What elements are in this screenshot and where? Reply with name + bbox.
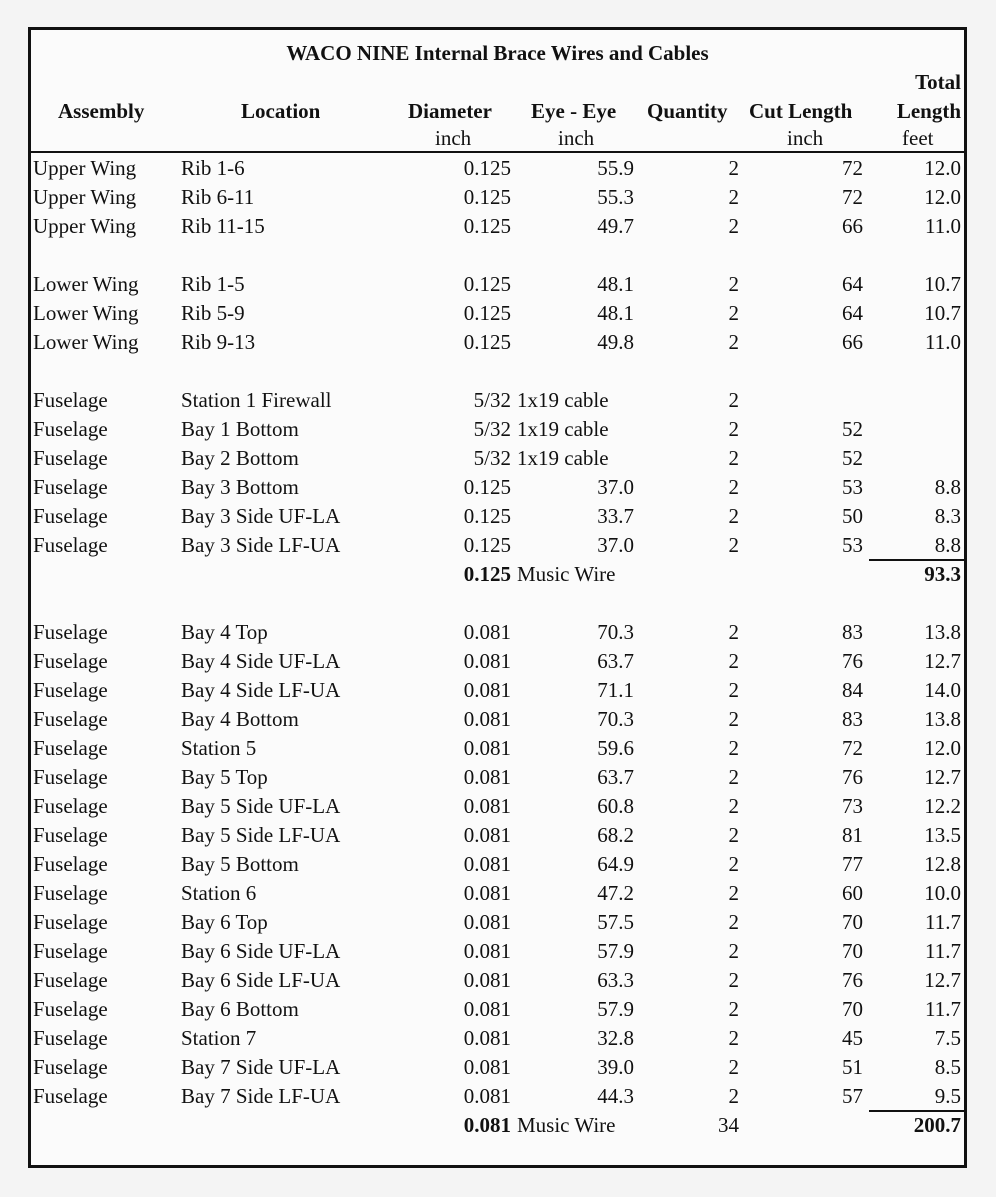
cell-location: Bay 3 Bottom [181, 475, 299, 499]
cell-total-length: 12.8 [924, 852, 961, 876]
cell-eye-eye: 44.3 [597, 1084, 634, 1108]
cell-eye-eye: 33.7 [597, 504, 634, 528]
cell-diameter: 0.125 [463, 185, 511, 209]
cell-eye-eye: 55.9 [597, 156, 634, 180]
cell-quantity: 2 [728, 533, 739, 557]
cell-cut-length: 60 [842, 881, 863, 905]
cell-assembly: Fuselage [33, 1026, 108, 1050]
cell-total-length: 13.5 [924, 823, 961, 847]
cell-quantity: 2 [728, 417, 739, 441]
cell-quantity: 2 [728, 968, 739, 992]
cell-cut-length: 73 [842, 794, 863, 818]
cell-assembly: Fuselage [33, 823, 108, 847]
cell-total-length: 11.0 [925, 330, 961, 354]
cell-assembly: Fuselage [33, 881, 108, 905]
cell-total-length: 12.7 [924, 649, 961, 673]
cell-cut-length: 52 [842, 417, 863, 441]
cell-diameter: 0.081 [463, 910, 511, 934]
header-location: Location [241, 99, 321, 123]
cell-total-length: 11.7 [925, 939, 961, 963]
cell-eye-eye: 1x19 cable [517, 417, 609, 441]
cell-eye-eye: 71.1 [597, 678, 634, 702]
header-rule [31, 151, 964, 153]
cell-cut-length: 53 [842, 533, 863, 557]
cell-diameter: 0.081 [463, 1084, 511, 1108]
cell-quantity: 2 [728, 1026, 739, 1050]
cell-assembly: Fuselage [33, 504, 108, 528]
cell-location: Bay 6 Side UF-LA [181, 939, 341, 963]
cell-assembly: Lower Wing [33, 272, 139, 296]
cell-total-length [881, 444, 961, 473]
cell-quantity: 2 [728, 939, 739, 963]
cell-cut-length: 50 [842, 504, 863, 528]
cell-total-length: 11.0 [925, 214, 961, 238]
cell-diameter: 0.081 [463, 968, 511, 992]
cell-quantity: 2 [728, 736, 739, 760]
cell-diameter: 0.081 [463, 765, 511, 789]
cell-assembly: Fuselage [33, 707, 108, 731]
cell-location: Bay 3 Side LF-UA [181, 533, 341, 557]
cell-eye-eye: 49.7 [597, 214, 634, 238]
cell-quantity: 2 [728, 852, 739, 876]
cell-total-length: 10.7 [924, 272, 961, 296]
cell-cut-length: 51 [842, 1055, 863, 1079]
cell-location: Bay 4 Bottom [181, 707, 299, 731]
cell-diameter: 0.081 [463, 852, 511, 876]
cell-eye-eye: 37.0 [597, 533, 634, 557]
subtotal-total-length: 200.7 [913, 1113, 961, 1137]
cell-diameter: 0.081 [463, 1055, 511, 1079]
cell-cut-length: 45 [842, 1026, 863, 1050]
cell-cut-length: 53 [842, 475, 863, 499]
cell-quantity: 2 [728, 620, 739, 644]
cell-location: Bay 5 Top [181, 765, 268, 789]
cell-eye-eye: 48.1 [597, 272, 634, 296]
cell-total-length: 7.5 [934, 1026, 961, 1050]
cell-total-length: 10.7 [924, 301, 961, 325]
cell-location: Bay 7 Side UF-LA [181, 1055, 341, 1079]
cell-assembly: Fuselage [33, 533, 108, 557]
cell-location: Rib 9-13 [181, 330, 256, 354]
cell-eye-eye: 55.3 [597, 185, 634, 209]
subtotal-diameter: 0.125 [463, 562, 511, 586]
cell-assembly: Fuselage [33, 417, 108, 441]
cell-diameter: 5/32 [473, 446, 511, 470]
unit-cut-length: inch [787, 126, 824, 150]
cell-location: Bay 6 Side LF-UA [181, 968, 341, 992]
cell-quantity: 2 [728, 214, 739, 238]
cell-total-length: 12.7 [924, 765, 961, 789]
unit-eye-eye: inch [558, 126, 595, 150]
cell-assembly: Fuselage [33, 620, 108, 644]
header-quantity: Quantity [647, 99, 728, 123]
cell-location: Bay 5 Side LF-UA [181, 823, 341, 847]
header-total-length: Length [896, 99, 961, 123]
cell-total-length [881, 415, 961, 444]
cell-quantity: 2 [728, 330, 739, 354]
cell-eye-eye: 64.9 [597, 852, 634, 876]
cell-cut-length: 76 [842, 649, 863, 673]
cell-quantity: 2 [728, 678, 739, 702]
cell-diameter: 5/32 [473, 417, 511, 441]
unit-total-length: feet [902, 126, 934, 150]
cell-cut-length: 57 [842, 1084, 863, 1108]
cell-diameter: 0.081 [463, 823, 511, 847]
cell-diameter: 0.081 [463, 649, 511, 673]
cell-eye-eye: 70.3 [597, 707, 634, 731]
cell-assembly: Fuselage [33, 388, 108, 412]
subtotal-diameter: 0.081 [463, 1113, 511, 1137]
cell-quantity: 2 [728, 475, 739, 499]
cell-cut-length: 81 [842, 823, 863, 847]
cell-cut-length: 76 [842, 765, 863, 789]
cell-diameter: 0.081 [463, 1026, 511, 1050]
cell-assembly: Fuselage [33, 794, 108, 818]
cell-location: Bay 7 Side LF-UA [181, 1084, 341, 1108]
cell-cut-length: 83 [842, 620, 863, 644]
brace-wire-table [28, 27, 967, 1168]
cell-quantity: 2 [728, 156, 739, 180]
cell-diameter: 0.081 [463, 620, 511, 644]
cell-eye-eye: 48.1 [597, 301, 634, 325]
cell-cut-length: 70 [842, 997, 863, 1021]
cell-eye-eye: 32.8 [597, 1026, 634, 1050]
cell-location: Bay 5 Side UF-LA [181, 794, 341, 818]
cell-quantity: 2 [728, 446, 739, 470]
cell-eye-eye: 49.8 [597, 330, 634, 354]
cell-eye-eye: 63.7 [597, 649, 634, 673]
cell-diameter: 0.081 [463, 707, 511, 731]
cell-total-length: 8.3 [934, 504, 961, 528]
cell-assembly: Fuselage [33, 736, 108, 760]
header-diameter: Diameter [408, 99, 492, 123]
header-assembly: Assembly [58, 99, 145, 123]
header-cut-length: Cut Length [749, 99, 853, 123]
cell-total-length: 9.5 [934, 1084, 961, 1108]
subtotal-label: Music Wire [517, 1113, 616, 1137]
cell-quantity: 2 [728, 881, 739, 905]
cell-quantity: 2 [728, 649, 739, 673]
cell-total-length: 8.5 [934, 1055, 961, 1079]
cell-cut-length: 64 [842, 272, 863, 296]
cell-diameter: 0.125 [463, 330, 511, 354]
cell-assembly: Upper Wing [33, 185, 137, 209]
cell-quantity: 2 [728, 910, 739, 934]
cell-location: Station 1 Firewall [181, 388, 332, 412]
cell-diameter: 0.125 [463, 504, 511, 528]
cell-cut-length: 76 [842, 968, 863, 992]
cell-eye-eye: 70.3 [597, 620, 634, 644]
cell-cut-length: 72 [842, 156, 863, 180]
cell-location: Station 5 [181, 736, 257, 760]
header-total-top: Total [915, 70, 961, 94]
cell-quantity: 2 [728, 794, 739, 818]
cell-location: Rib 11-15 [181, 214, 265, 238]
cell-total-length: 12.0 [924, 185, 961, 209]
cell-assembly: Fuselage [33, 649, 108, 673]
cell-quantity: 2 [728, 272, 739, 296]
cell-quantity: 2 [728, 388, 739, 412]
cell-diameter: 5/32 [473, 388, 511, 412]
cell-eye-eye: 47.2 [597, 881, 634, 905]
cell-eye-eye: 59.6 [597, 736, 634, 760]
cell-diameter: 0.081 [463, 939, 511, 963]
cell-total-length: 13.8 [924, 707, 961, 731]
cell-assembly: Upper Wing [33, 156, 137, 180]
cell-quantity: 2 [728, 707, 739, 731]
cell-assembly: Fuselage [33, 910, 108, 934]
cell-assembly: Fuselage [33, 678, 108, 702]
cell-eye-eye: 60.8 [597, 794, 634, 818]
cell-assembly: Fuselage [33, 968, 108, 992]
cell-assembly: Fuselage [33, 939, 108, 963]
cell-location: Bay 2 Bottom [181, 446, 299, 470]
cell-quantity: 2 [728, 185, 739, 209]
cell-total-length: 12.0 [924, 736, 961, 760]
cell-location: Rib 6-11 [181, 185, 255, 209]
cell-cut-length: 84 [842, 678, 863, 702]
cell-quantity: 2 [728, 1084, 739, 1108]
cell-eye-eye: 68.2 [597, 823, 634, 847]
cell-assembly: Lower Wing [33, 301, 139, 325]
cell-diameter: 0.081 [463, 794, 511, 818]
cell-diameter: 0.125 [463, 214, 511, 238]
cell-cut-length: 66 [842, 330, 863, 354]
cell-total-length: 8.8 [934, 533, 961, 557]
cell-location: Bay 6 Top [181, 910, 268, 934]
subtotal-quantity [641, 560, 739, 589]
cell-total-length: 12.0 [924, 156, 961, 180]
cell-location: Bay 5 Bottom [181, 852, 299, 876]
cell-diameter: 0.125 [463, 533, 511, 557]
cell-assembly: Fuselage [33, 997, 108, 1021]
cell-diameter: 0.081 [463, 736, 511, 760]
subtotal-label: Music Wire [517, 562, 616, 586]
cell-cut-length: 77 [842, 852, 863, 876]
cell-diameter: 0.081 [463, 881, 511, 905]
cell-eye-eye: 1x19 cable [517, 388, 609, 412]
cell-diameter: 0.125 [463, 301, 511, 325]
cell-eye-eye: 63.7 [597, 765, 634, 789]
cell-total-length [881, 386, 961, 415]
cell-cut-length: 66 [842, 214, 863, 238]
cell-total-length: 10.0 [924, 881, 961, 905]
cell-total-length: 8.8 [934, 475, 961, 499]
cell-quantity: 2 [728, 765, 739, 789]
cell-total-length: 11.7 [925, 997, 961, 1021]
cell-assembly: Fuselage [33, 446, 108, 470]
cell-location: Bay 1 Bottom [181, 417, 299, 441]
cell-cut-length: 70 [842, 910, 863, 934]
cell-eye-eye: 37.0 [597, 475, 634, 499]
cell-total-length: 14.0 [924, 678, 961, 702]
cell-eye-eye: 57.5 [597, 910, 634, 934]
cell-assembly: Fuselage [33, 852, 108, 876]
cell-total-length: 12.7 [924, 968, 961, 992]
cell-eye-eye: 57.9 [597, 939, 634, 963]
cell-assembly: Lower Wing [33, 330, 139, 354]
cell-total-length: 13.8 [924, 620, 961, 644]
subtotal-quantity: 34 [718, 1113, 739, 1137]
cell-quantity: 2 [728, 997, 739, 1021]
cell-quantity: 2 [728, 823, 739, 847]
cell-diameter: 0.125 [463, 272, 511, 296]
cell-cut-length: 52 [842, 446, 863, 470]
unit-diameter: inch [435, 126, 472, 150]
cell-eye-eye: 57.9 [597, 997, 634, 1021]
cell-location: Bay 4 Side UF-LA [181, 649, 341, 673]
cell-location: Bay 6 Bottom [181, 997, 299, 1021]
cell-assembly: Fuselage [33, 475, 108, 499]
cell-location: Rib 1-5 [181, 272, 245, 296]
cell-quantity: 2 [728, 1055, 739, 1079]
cell-assembly: Fuselage [33, 1055, 108, 1079]
cell-location: Bay 4 Top [181, 620, 268, 644]
cell-cut-length: 72 [842, 736, 863, 760]
cell-assembly: Upper Wing [33, 214, 137, 238]
cell-location: Bay 3 Side UF-LA [181, 504, 341, 528]
cell-quantity: 2 [728, 504, 739, 528]
cell-total-length: 11.7 [925, 910, 961, 934]
cell-location: Station 7 [181, 1026, 257, 1050]
cell-location: Station 6 [181, 881, 257, 905]
cell-eye-eye: 39.0 [597, 1055, 634, 1079]
cell-cut-length: 72 [842, 185, 863, 209]
cell-diameter: 0.081 [463, 678, 511, 702]
cell-diameter: 0.125 [463, 156, 511, 180]
cell-location: Bay 4 Side LF-UA [181, 678, 341, 702]
cell-location: Rib 1-6 [181, 156, 245, 180]
cell-assembly: Fuselage [33, 765, 108, 789]
cell-eye-eye: 1x19 cable [517, 446, 609, 470]
cell-cut-length: 64 [842, 301, 863, 325]
cell-cut-length: 83 [842, 707, 863, 731]
cell-cut-length [755, 386, 863, 415]
cell-total-length: 12.2 [924, 794, 961, 818]
subtotal-total-length: 93.3 [924, 562, 961, 586]
cell-diameter: 0.125 [463, 475, 511, 499]
table-title: WACO NINE Internal Brace Wires and Cables [286, 41, 709, 65]
header-eye-eye: Eye - Eye [531, 99, 617, 123]
cell-cut-length: 70 [842, 939, 863, 963]
cell-assembly: Fuselage [33, 1084, 108, 1108]
cell-eye-eye: 63.3 [597, 968, 634, 992]
cell-quantity: 2 [728, 301, 739, 325]
cell-location: Rib 5-9 [181, 301, 245, 325]
cell-diameter: 0.081 [463, 997, 511, 1021]
